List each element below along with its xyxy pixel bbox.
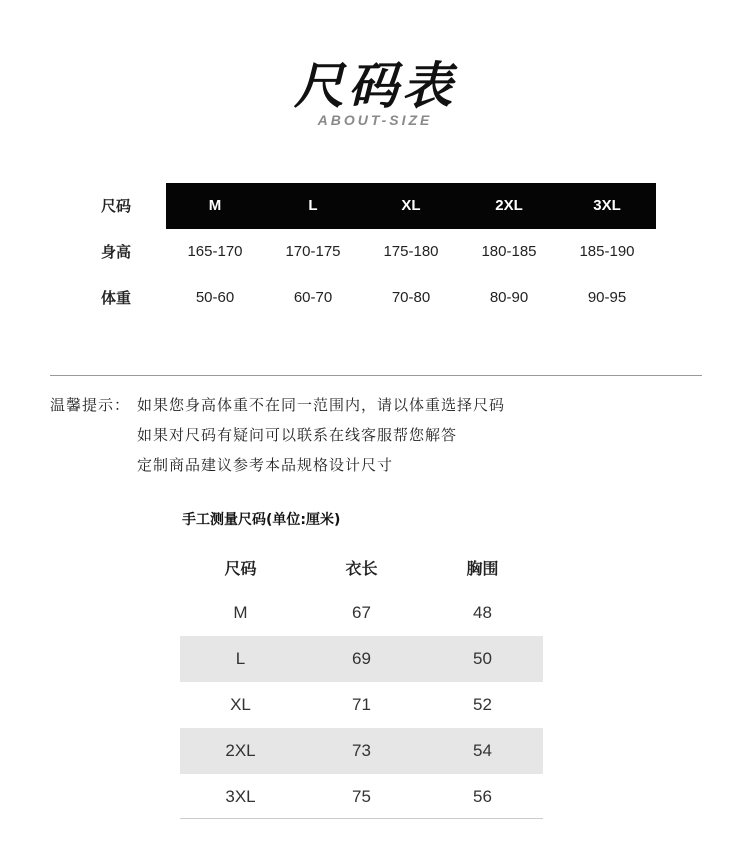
height-cell: 165-170 bbox=[187, 243, 243, 260]
size-cell: 2XL bbox=[495, 197, 523, 214]
table-cell: 67 bbox=[352, 603, 371, 622]
weight-cell: 90-95 bbox=[587, 289, 627, 306]
table-row bbox=[180, 728, 543, 774]
height-row bbox=[90, 229, 656, 275]
table-cell: 52 bbox=[473, 695, 492, 714]
page-subtitle: ABOUT-SIZE bbox=[317, 112, 433, 128]
table-cell: 54 bbox=[473, 741, 492, 760]
table-row bbox=[180, 636, 543, 682]
measurement-table bbox=[180, 544, 543, 820]
weight-cell: 60-70 bbox=[293, 289, 333, 306]
size-chart bbox=[90, 183, 656, 321]
notice-lines bbox=[137, 390, 505, 480]
weight-cell: 70-80 bbox=[391, 289, 431, 306]
table-row bbox=[180, 774, 543, 820]
height-row-label: 身高 bbox=[101, 243, 132, 261]
page-title: 尺码表 bbox=[294, 57, 456, 115]
size-cell: 3XL bbox=[593, 197, 621, 214]
table-row bbox=[180, 590, 543, 636]
weight-row bbox=[90, 275, 656, 321]
table-cell: 2XL bbox=[225, 741, 256, 760]
table-cell: M bbox=[233, 603, 248, 622]
measurement-title: 手工测量尺码(单位:厘米) bbox=[182, 512, 341, 528]
table-cell: 71 bbox=[352, 695, 371, 714]
height-cell: 180-185 bbox=[481, 243, 537, 260]
weight-cell: 80-90 bbox=[489, 289, 529, 306]
weight-cell: 50-60 bbox=[195, 289, 235, 306]
notice-line: 如果您身高体重不在同一范围内，请以体重选择尺码 bbox=[137, 396, 506, 414]
table-cell: L bbox=[235, 649, 246, 668]
weight-row-label: 体重 bbox=[101, 289, 132, 307]
height-cell: 170-175 bbox=[285, 243, 341, 260]
height-cell: 175-180 bbox=[383, 243, 439, 260]
section-divider bbox=[50, 375, 702, 376]
notice-line: 如果对尺码有疑问可以联系在线客服帮您解答 bbox=[137, 426, 458, 444]
column-header: 尺码 bbox=[224, 558, 257, 578]
table-cell: 48 bbox=[473, 603, 492, 622]
table-cell: 75 bbox=[352, 787, 371, 806]
height-cell: 185-190 bbox=[579, 243, 635, 260]
table-cell: 73 bbox=[352, 741, 371, 760]
table-cell: 69 bbox=[352, 649, 371, 668]
size-row-label: 尺码 bbox=[101, 197, 132, 215]
column-header: 胸围 bbox=[466, 558, 499, 578]
notice-label: 温馨提示： bbox=[50, 396, 131, 414]
notice-line: 定制商品建议参考本品规格设计尺寸 bbox=[137, 456, 394, 474]
size-chart-header-row bbox=[90, 183, 656, 229]
table-header-row bbox=[180, 544, 543, 590]
table-row bbox=[180, 682, 543, 728]
size-cell: L bbox=[308, 197, 318, 214]
table-cell: 50 bbox=[473, 649, 492, 668]
size-cell: XL bbox=[401, 197, 421, 214]
table-cell: 3XL bbox=[225, 787, 256, 806]
table-cell: 56 bbox=[473, 787, 492, 806]
table-cell: XL bbox=[230, 695, 251, 714]
size-cell: M bbox=[208, 197, 222, 214]
table-bottom-border bbox=[180, 818, 543, 819]
column-header: 衣长 bbox=[345, 558, 378, 578]
